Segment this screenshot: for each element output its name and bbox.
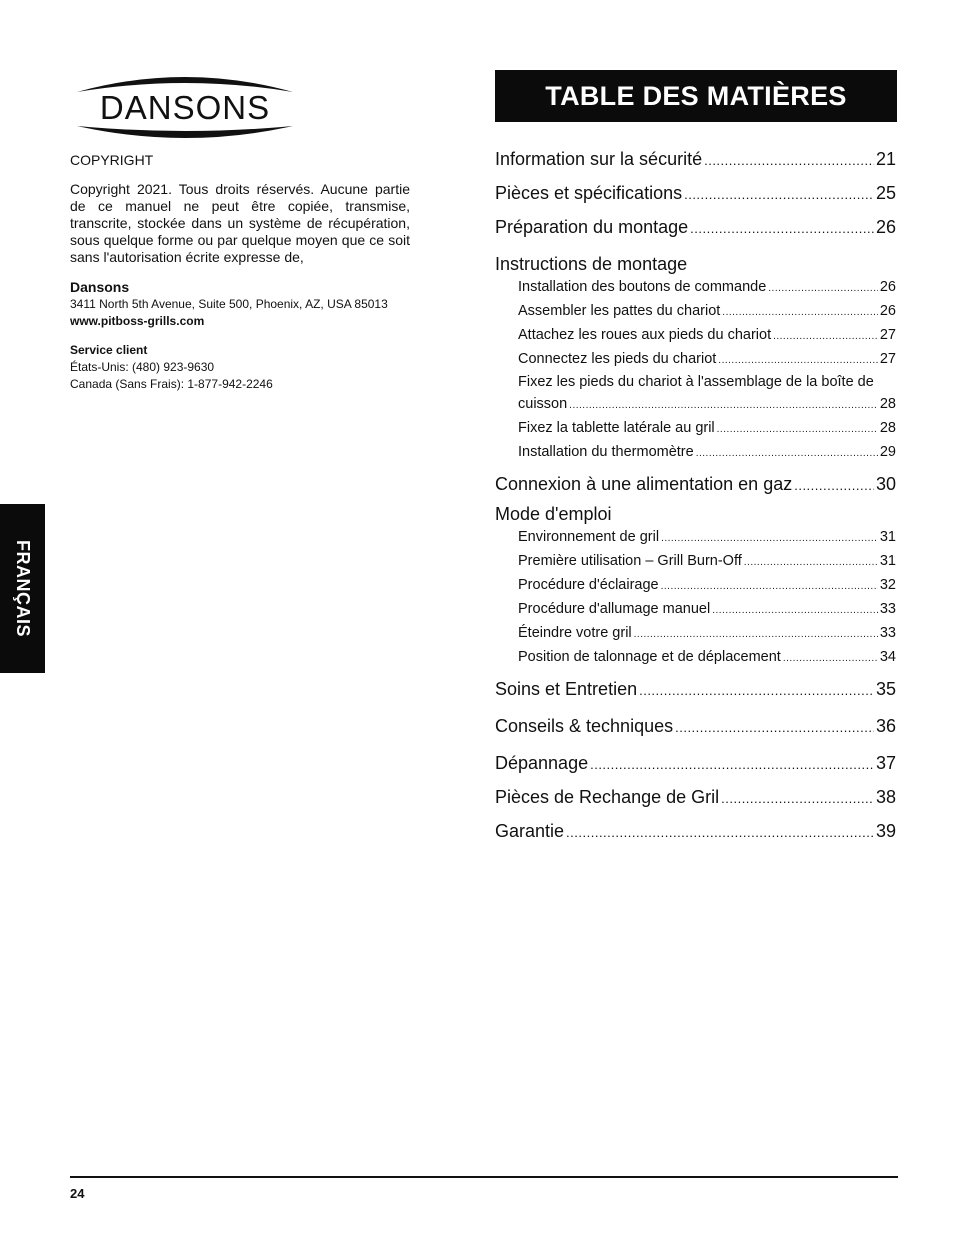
toc-subentry[interactable]: Procédure d'éclairage ..... 32: [495, 574, 896, 598]
toc-subentry[interactable]: Attachez les roues aux pieds du chariot ..... 27: [495, 324, 896, 348]
company-address: 3411 North 5th Avenue, Suite 500, Phoenix, AZ, USA 85013: [70, 297, 388, 311]
toc-subentry[interactable]: Procédure d'allumage manuel ..... 33: [495, 598, 896, 622]
toc-subentry[interactable]: Environnement de gril ..... 31: [495, 526, 896, 550]
toc-entry-troubleshooting[interactable]: Dépannage ..... 37: [495, 750, 896, 778]
dansons-logo: [69, 70, 301, 144]
toc-entry-safety[interactable]: [495, 146, 896, 174]
logo-text: DANSONS: [99, 89, 271, 126]
toc-section-assembly[interactable]: Instructions de montage: [495, 254, 688, 274]
toc-entry-warranty[interactable]: Garantie ..... 39: [495, 818, 896, 846]
copyright-body: Copyright 2021. Tous droits réservés. Aucune partie de ce manuel ne peut être copiée, transmise, transcrite, stockée dans un système de récupération, sous quelque forme ou par quelque moyen que ce soit sans l'autorisation écrite expresse de,: [70, 181, 410, 265]
company-website[interactable]: www.pitboss-grills.com: [70, 314, 205, 328]
language-tab-label: FRANÇAIS: [13, 540, 33, 637]
service-canada-phone: Canada (Sans Frais): 1-877-942-2246: [70, 377, 273, 391]
toc-subentry[interactable]: Installation du thermomètre ..... 29: [495, 441, 896, 465]
table-of-contents: [495, 146, 896, 846]
toc-section-operation[interactable]: Mode d'emploi: [495, 504, 612, 524]
copyright-title: COPYRIGHT: [70, 152, 154, 168]
toc-entry-label: Préparation du montage: [495, 217, 689, 237]
company-name: Dansons: [70, 279, 130, 295]
toc-subentry[interactable]: Position de talonnage et de déplacement ..... 34: [495, 646, 896, 670]
toc-entry-tips[interactable]: Conseils & techniques ..... 36: [495, 713, 896, 741]
toc-entry-replacement-parts[interactable]: Pièces de Rechange de Gril ..... 38: [495, 784, 896, 812]
footer-rule: [70, 1176, 898, 1178]
toc-subentry[interactable]: Installation des boutons de commande ..... 26: [495, 276, 896, 300]
toc-title: TABLE DES MATIÈRES: [545, 80, 847, 111]
toc-entry-page: 26: [875, 217, 896, 237]
toc-entry-page: 21: [875, 149, 896, 169]
toc-subentry-wrapped-line2[interactable]: cuisson ..... 28: [495, 393, 896, 417]
toc-entry-gas[interactable]: Connexion à une alimentation en gaz ..... 30: [495, 471, 896, 499]
toc-subentry[interactable]: Éteindre votre gril ..... 33: [495, 622, 896, 646]
toc-entry-preparation[interactable]: [495, 214, 896, 242]
service-title: Service client: [70, 343, 148, 357]
toc-entry-label: Information sur la sécurité: [495, 149, 703, 169]
toc-entry-label: Pièces et spécifications: [495, 183, 683, 203]
toc-header: [495, 70, 897, 122]
toc-subentry[interactable]: Fixez la tablette latérale au gril ..... 28: [495, 417, 896, 441]
language-tab: [0, 504, 45, 673]
toc-entry-page: 25: [875, 183, 896, 203]
copyright-section: [70, 152, 410, 393]
toc-subentry[interactable]: Première utilisation – Grill Burn-Off ..... 31: [495, 550, 896, 574]
toc-subentry-wrapped-line1[interactable]: Fixez les pieds du chariot à l'assemblage de la boîte de: [518, 374, 874, 390]
service-us-phone: États-Unis: (480) 923-9630: [70, 360, 215, 374]
toc-entry-parts[interactable]: [495, 180, 896, 208]
toc-entry-care[interactable]: Soins et Entretien ..... 35: [495, 676, 896, 704]
toc-subentry[interactable]: Connectez les pieds du chariot ..... 27: [495, 348, 896, 372]
page-number: 24: [70, 1186, 85, 1201]
toc-subentry[interactable]: Assembler les pattes du chariot ..... 26: [495, 300, 896, 324]
